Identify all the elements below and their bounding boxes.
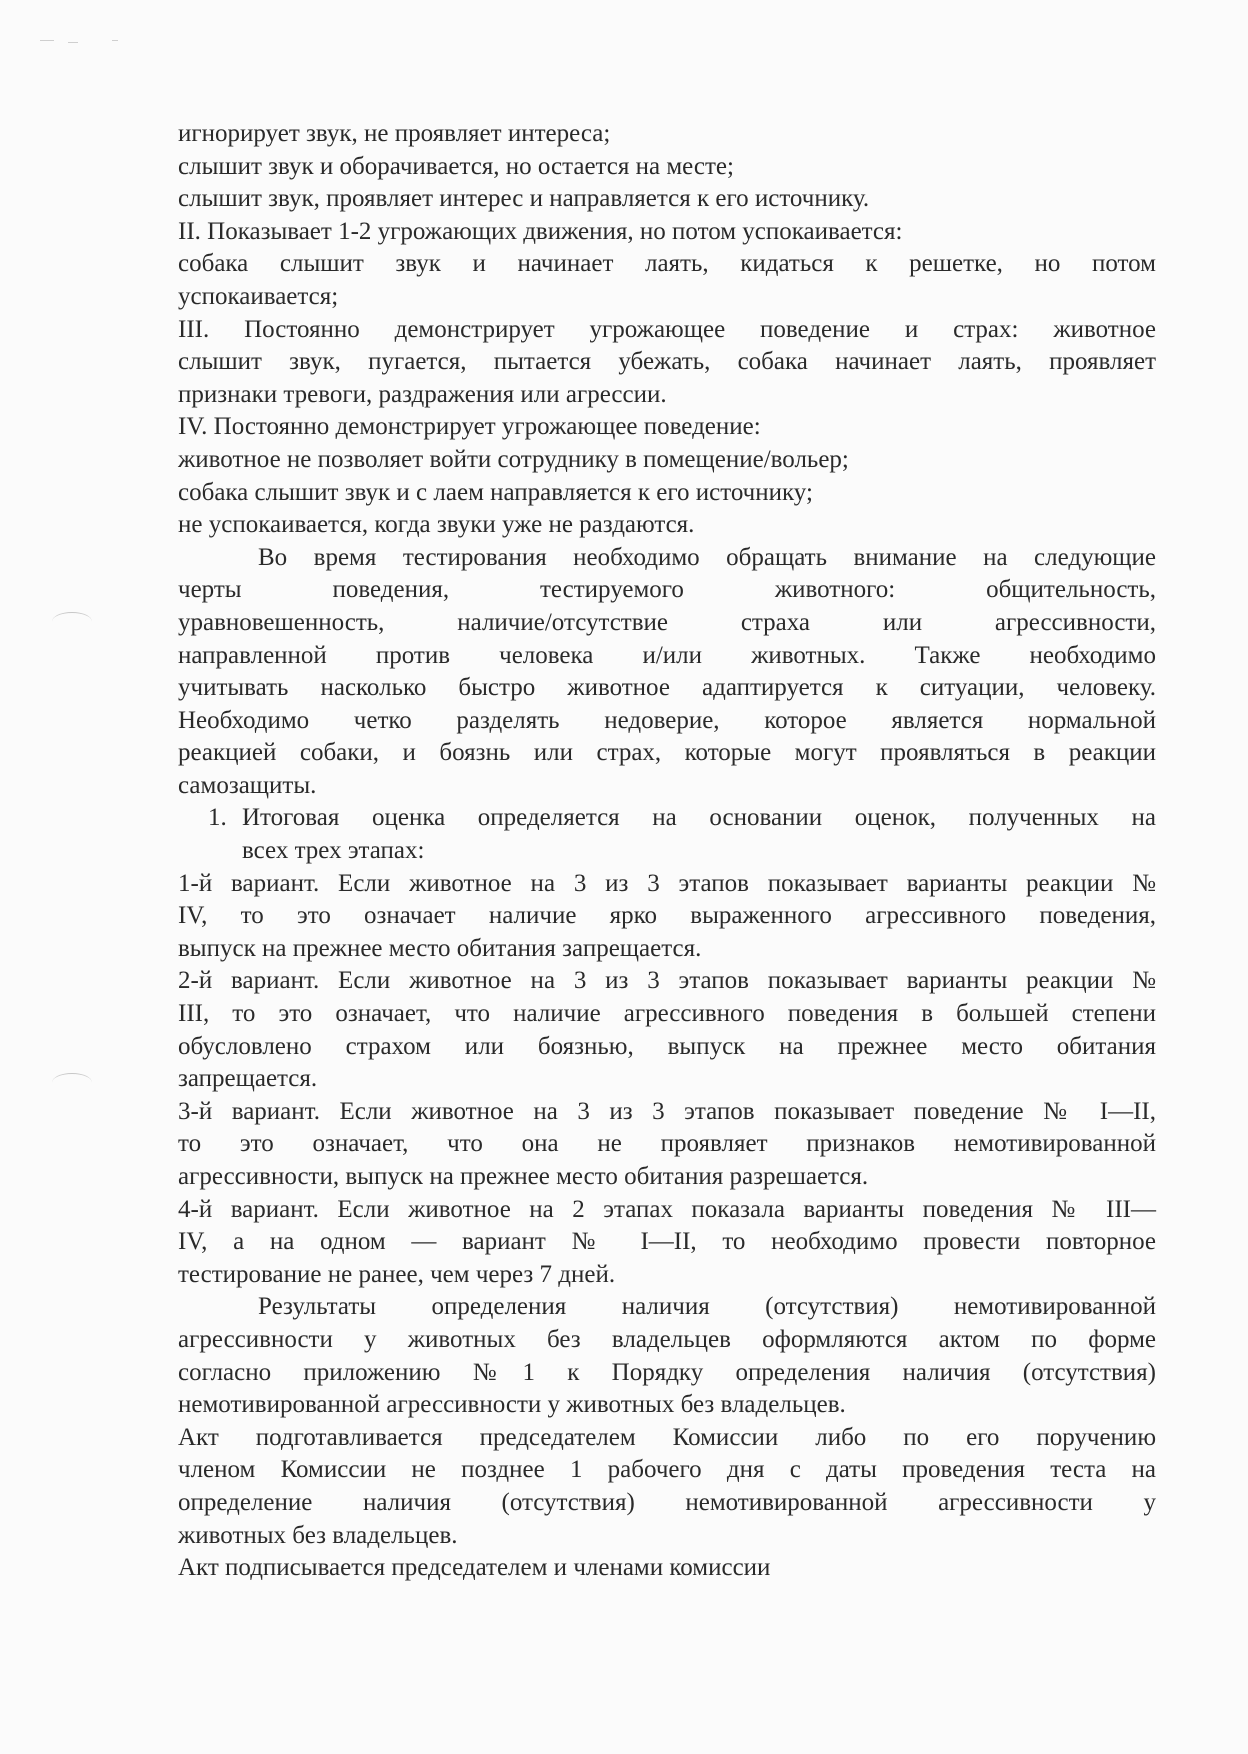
text-line: то это означает, что она не проявляет признаков немотивированной: [178, 1130, 1156, 1158]
text-line: успокаивается;: [178, 282, 339, 310]
text-line: не успокаивается, когда звуки уже не раздаются.: [178, 511, 695, 539]
text-line: уравновешенность, наличие/отсутствие страха или агрессивности,: [178, 608, 1156, 636]
text-line: собака слышит звук и с лаем направляется к его источнику;: [178, 478, 813, 506]
paragraph-first-line: Во время тестирования необходимо обращать внимание на следующие: [258, 543, 1156, 571]
text-line: тестирование не ранее, чем через 7 дней.: [178, 1260, 616, 1288]
text-line: III. Постоянно демонстрирует угрожающее поведение и страх: животное: [178, 315, 1156, 343]
scan-speck: [112, 40, 118, 41]
text-line: Необходимо четко разделять недоверие, которое является нормальной: [178, 706, 1156, 734]
text-line: Акт подготавливается председателем Комиссии либо по его поручению: [178, 1423, 1156, 1451]
text-line: реакцией собаки, и боязнь или страх, которые могут проявляться в реакции: [178, 739, 1156, 767]
text-line: всех трех этапах:: [242, 837, 425, 865]
text-line: Акт подписывается председателем и членами комиссии: [178, 1554, 771, 1582]
text-line: направленной против человека и/или животных. Также необходимо: [178, 641, 1156, 669]
list-item-text: Итоговая оценка определяется на основании оценок, полученных на: [242, 804, 1156, 832]
text-line: IV. Постоянно демонстрирует угрожающее поведение:: [178, 413, 761, 441]
scan-speck: [68, 42, 78, 43]
list-item: [178, 802, 1156, 835]
text-line: 2-й вариант. Если животное на 3 из 3 этапов показывает варианты реакции №: [178, 967, 1156, 995]
text-line: самозащиты.: [178, 771, 317, 799]
text-line: обусловлено страхом или боязнью, выпуск на прежнее место обитания: [178, 1032, 1156, 1060]
text-line: агрессивности у животных без владельцев оформляются актом по форме: [178, 1325, 1156, 1353]
text-line: запрещается.: [178, 1065, 318, 1093]
text-line: слышит звук, проявляет интерес и направляется к его источнику.: [178, 185, 870, 213]
text-line: животных без владельцев.: [178, 1521, 458, 1549]
hole-punch-mark: [52, 612, 92, 631]
document-body: [178, 118, 1156, 1585]
text-line: IV, то это означает наличие ярко выраженного агрессивного поведения,: [178, 902, 1156, 930]
text-line: III, то это означает, что наличие агрессивного поведения в большей степени: [178, 1000, 1156, 1028]
text-line: собака слышит звук и начинает лаять, кидаться к решетке, но потом: [178, 250, 1156, 278]
text-line: выпуск на прежнее место обитания запрещается.: [178, 934, 702, 962]
text-line: слышит звук, пугается, пытается убежать, собака начинает лаять, проявляет: [178, 348, 1156, 376]
text-line: слышит звук и оборачивается, но остается на месте;: [178, 152, 734, 180]
text-line: IV, а на одном — вариант № I—II, то необходимо провести повторное: [178, 1228, 1156, 1256]
text-line: черты поведения, тестируемого животного: общительность,: [178, 576, 1156, 604]
text-line: признаки тревоги, раздражения или агрессии.: [178, 380, 667, 408]
text-line: животное не позволяет войти сотруднику в помещение/вольер;: [178, 445, 849, 473]
hole-punch-mark: [52, 1073, 92, 1092]
text-line: агрессивности, выпуск на прежнее место обитания разрешается.: [178, 1163, 869, 1190]
text-line: 4-й вариант. Если животное на 2 этапах показала варианты поведения № III—: [178, 1195, 1156, 1223]
text-line: 3-й вариант. Если животное на 3 из 3 этапов показывает поведение № I—II,: [178, 1097, 1156, 1125]
text-line: 1-й вариант. Если животное на 3 из 3 этапов показывает варианты реакции №: [178, 869, 1156, 897]
text-line: игнорирует звук, не проявляет интереса;: [178, 120, 611, 147]
text-line: членом Комиссии не позднее 1 рабочего дня с даты проведения теста на: [178, 1456, 1156, 1484]
scan-speck: [40, 40, 54, 41]
text-line: II. Показывает 1-2 угрожающих движения, но потом успокаивается:: [178, 217, 903, 245]
text-line: определение наличия (отсутствия) немотивированной агрессивности у: [178, 1488, 1156, 1516]
paragraph-first-line: Результаты определения наличия (отсутствия) немотивированной: [258, 1293, 1156, 1321]
text-line: учитывать насколько быстро животное адаптируется к ситуации, человеку.: [178, 674, 1156, 702]
list-item-number: 1.: [208, 804, 227, 832]
text-line: немотивированной агрессивности у животных без владельцев.: [178, 1391, 846, 1419]
text-line: согласно приложению №1 к Порядку определения наличия (отсутствия): [178, 1358, 1156, 1386]
